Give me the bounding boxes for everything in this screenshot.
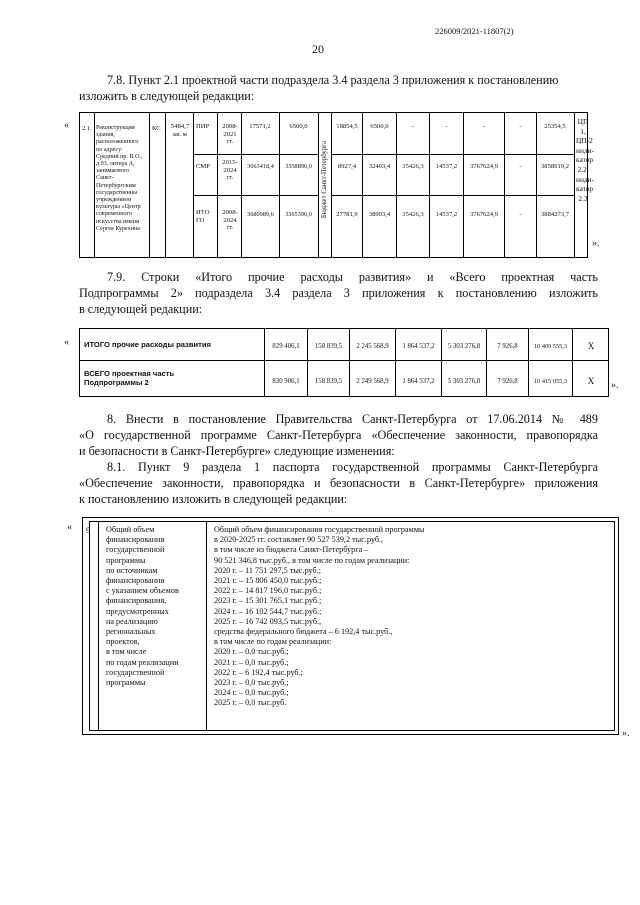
value: - xyxy=(519,163,522,170)
value: 3680989,6 xyxy=(247,211,274,218)
value: 38903,4 xyxy=(368,211,391,218)
work-type: КС xyxy=(152,125,161,132)
open-quote: « xyxy=(64,337,69,348)
period: 2008- 2024 гг. xyxy=(222,209,238,232)
financing-text: Общий объем финансирования государственной программы в 2020-2025 гг. составляет 90 527 539,2 тыс.руб., в том числе из бюджета Санкт-Петербурга – 90 521 346,8 тыс.руб., в том числе по годам реализации: 2020 г. – 11 751 297,5 тыс.руб.; 2021 г. – 15 806 450,0 тыс.руб.; 2022 г. – 14 817 196,0 тыс.руб.; 2023 г. – 15 301 765,1 тыс.руб.; 2024 г. – 16 102 544,7 тыс.руб.; 2025 г. – 16 742 093,5 тыс.руб., средства федерального бюджета – 6 192,4 тыс.руб., в том числе по годам реализации: 2020 г. – 0,0 тыс.руб.; 2021 г. – 0,0 тыс.руб.; 2022 г. – 6 192,4 тыс.руб.; 2023 г. – 0,0 тыс.руб.; 2024 г. – 0,0 тыс.руб.; 2025 г. – 0,0 тыс.руб. xyxy=(214,525,425,708)
value: 27781,9 xyxy=(336,211,358,218)
table-project-2-1 xyxy=(79,112,595,258)
value: - xyxy=(519,123,522,130)
text-line: Подпрограммы 2» подраздела 3.4 раздела 3 приложения к постановлению изложить xyxy=(79,286,598,300)
row-label-itogo: ИТОГО прочие расходы развития xyxy=(84,340,211,349)
value: 6500,0 xyxy=(289,123,308,130)
value: 10 415 055,3 xyxy=(533,378,568,385)
value: - xyxy=(411,123,415,130)
value: 32403,4 xyxy=(368,163,391,170)
value: 5 303 276,8 xyxy=(447,378,481,385)
value: 3663418,4 xyxy=(247,163,274,170)
value: 5 303 276,8 xyxy=(447,343,481,350)
period: 2015- 2024 гг. xyxy=(222,159,238,182)
text-line: изложить в следующей редакции: xyxy=(79,89,255,103)
target-indicators: ЦП 1, ЦП-2 инди- катор 2.2, инди- катор 2.3 xyxy=(576,117,595,203)
value: 17571,2 xyxy=(249,123,271,130)
value: 3858919,2 xyxy=(540,163,570,170)
text-line: к постановлению изложить в следующей редакции: xyxy=(79,492,348,506)
text-line: «Обеспечение законности, правопорядка и безопасности в Санкт-Петербурге» приложения xyxy=(79,476,598,490)
paragraph-7-9 xyxy=(79,269,598,317)
value: - xyxy=(482,123,486,130)
value: 35426,3 xyxy=(402,163,424,170)
value: 7 926,8 xyxy=(497,343,518,350)
value: 829 406,1 xyxy=(272,343,300,350)
value: 2 249 568,9 xyxy=(356,378,389,385)
text-line: 8. Внести в постановление Правительства Санкт-Петербурга от 17.06.2014 № 489 xyxy=(107,412,598,426)
text-line: «О государственной программе Санкт-Петербурга «Обеспечение законности, правопорядка xyxy=(79,428,598,442)
value: 3884273,7 xyxy=(540,211,570,218)
object-name: Реконструкция здания, расположенного по адресу: Средний пр. В.О., д.93, литера А, занимаемого Санкт- Петербургским государственны учреждением культуры «Центр современного искусства имени Сергея Курехина xyxy=(96,125,143,232)
paragraph-7-8 xyxy=(79,72,589,104)
close-quote: ». xyxy=(622,728,630,739)
funding-source-vertical: Бюджет Санкт-Петербурга xyxy=(321,141,328,219)
value: 3767624,9 xyxy=(469,211,499,218)
period: 2008- 2021 гг. xyxy=(222,123,238,146)
value: - xyxy=(519,211,522,218)
value: 8927,4 xyxy=(337,163,357,170)
value: 25354,5 xyxy=(544,123,566,130)
value: 14537,2 xyxy=(435,163,458,170)
value: 3365396,0 xyxy=(285,211,312,218)
value: 1 864 537,2 xyxy=(402,378,435,385)
value: 158 839,5 xyxy=(314,343,343,350)
table-financing-passport xyxy=(82,517,619,735)
value: 7 926,8 xyxy=(497,378,518,385)
table-totals xyxy=(79,328,609,397)
object-area: 5484,7 кв. м xyxy=(170,123,190,138)
paragraph-8 xyxy=(79,411,598,507)
stage: ИТО ГО xyxy=(196,209,210,224)
stage: ПИР xyxy=(196,123,210,130)
page-number: 20 xyxy=(312,42,324,56)
row-number: 9 xyxy=(86,525,91,535)
value: 6500,0 xyxy=(370,123,389,130)
value: 1 864 537,2 xyxy=(402,343,435,350)
value: 14537,2 xyxy=(435,211,458,218)
row-label-vsego: ВСЕГО проектная часть Подпрограммы 2 xyxy=(84,369,175,387)
text-line: 7.8. Пункт 2.1 проектной части подраздела 3.4 раздела 3 приложения к постановлению xyxy=(107,73,559,87)
financing-label: Общий объем финансирования государственной программы по источникам финансирования с указанием объемов финансирования, предусмотренных на реализацию региональных проектов, в том числе по годам реализации государственной программы xyxy=(106,525,179,688)
value: 3358896,0 xyxy=(285,163,312,170)
text-line: 7.9. Строки «Итого прочие расходы развития» и «Всего проектная часть xyxy=(107,270,598,284)
value: 158 839,5 xyxy=(314,378,343,385)
x-mark: Х xyxy=(587,376,595,386)
x-mark: Х xyxy=(587,341,595,351)
document-id: 226009/2021-11807(2) xyxy=(435,26,514,36)
text-line: и безопасности в Санкт-Петербурге» следующие изменения: xyxy=(79,444,395,458)
open-quote: « xyxy=(64,120,69,131)
value: 2 245 568,9 xyxy=(356,343,389,350)
text-line: в следующей редакции: xyxy=(79,302,203,316)
close-quote: ». xyxy=(592,238,600,249)
close-quote: ». xyxy=(611,380,619,391)
value: 830 906,1 xyxy=(272,378,300,385)
row-number: 2.1. xyxy=(82,125,92,132)
stage: СМР xyxy=(196,163,210,170)
value: 3767624,9 xyxy=(469,163,499,170)
value: 35426,3 xyxy=(402,211,424,218)
open-quote: « xyxy=(67,522,72,533)
value: 18854,5 xyxy=(336,123,358,130)
value: 10 409 555,3 xyxy=(533,343,568,350)
text-line: 8.1. Пункт 9 раздела 1 паспорта государственной программы Санкт-Петербурга xyxy=(107,460,598,474)
value: - xyxy=(445,123,448,130)
